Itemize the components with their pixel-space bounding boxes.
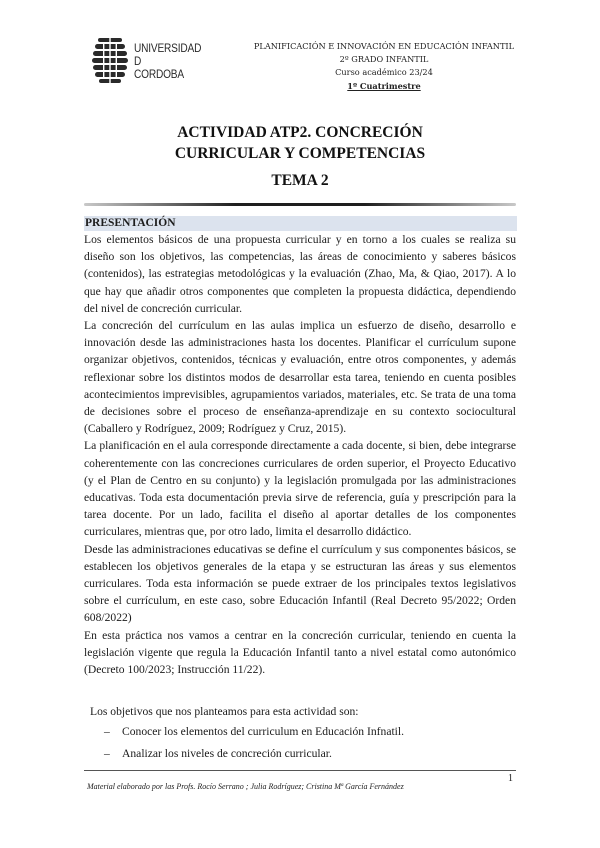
list-item (104, 745, 404, 767)
objectives-intro: Los objetivos que nos planteamos para esta actividad son: (90, 705, 359, 718)
course-grade: 2º GRADO INFANTIL (339, 54, 429, 65)
footer-credits: Material elaborado por las Profs. Rocío Serrano ; Julia Rodríguez; Cristina Mª García Fernández (87, 782, 404, 791)
objective-text: Conocer los elementos del curriculum en Educación Infnatil. (122, 725, 405, 738)
topic-title: TEMA 2 (271, 172, 329, 189)
activity-title-line-1: ACTIVIDAD ATP2. CONCRECIÓN (177, 124, 423, 141)
bullet-dash: – (104, 725, 110, 738)
objectives-list (104, 723, 404, 767)
activity-title (0, 122, 600, 164)
course-header (234, 40, 534, 93)
paragraph: Desde las administraciones educativas se define el currículum y sus componentes básicos, se establecen los objetivos generales de la etapa y se estructuran las áreas y sus elementos curriculares. Toda esta información se puede extraer de los principales textos legislativos sobre el currículum, en este caso, sobre Educación Infantil (Real Decreto 95/2022; Orden 608/2022) (84, 542, 516, 625)
logo-line-2: D (134, 56, 142, 68)
logo-line-1: UNIVERSIDAD (134, 43, 202, 55)
term: 1º Cuatrimestre (347, 80, 421, 91)
university-name (134, 43, 201, 82)
footer-divider (84, 770, 516, 771)
title-divider (84, 203, 516, 206)
paragraph: En esta práctica nos vamos a centrar en la concreción curricular, teniendo en cuenta la legislación vigente que regula la Educación Infantil tanto a nivel estatal como autonómico (Decreto 100/2023; Instrucción 11/22). (84, 628, 516, 677)
university-crest-icon (92, 38, 128, 84)
section-heading: PRESENTACIÓN (84, 216, 517, 231)
paragraph: La concreción del currículum en las aulas implica un esfuerzo de diseño, desarrollo e innovación desde las administraciones hasta los docentes. Planificar el currículum supone organizar objetivos, contenidos, técnicas y evaluación, entre otros componentes, y además reflexionar sobre los distintos modos de desarrollar esta tarea, teniendo en cuenta posibles acontecimientos imprevisibles, agrupamientos variados, materiales, etc. Se trata de una toma de decisiones sobre el proceso de enseñanza-aprendizaje en su contexto sociocultural (Caballero y Rodríguez, 2009; Rodríguez y Cruz, 2015). (84, 319, 516, 436)
course-title: PLANIFICACIÓN E INNOVACIÓN EN EDUCACIÓN INFANTIL (253, 41, 515, 51)
objective-text: Analizar los niveles de concreción curricular. (122, 747, 332, 760)
list-item (104, 723, 404, 745)
paragraph: Los elementos básicos de una propuesta curricular y en torno a los cuales se realiza su diseño son los objetivos, las competencias, las áreas de conocimiento y saberes básicos (contenidos), las estrategias metodológicas y la evaluación (Zhao, Ma, & Qiao, 2017). A lo que hay que añadir otros componentes que completen la propuesta didáctica, dependiendo del nivel de concreción curricular. (84, 233, 516, 315)
paragraph: La planificación en el aula corresponde directamente a cada docente, si bien, debe integrarse coherentemente con las concreciones curriculares de orden superior, el Proyecto Educativo (y el Plan de Centro en su conjunto) y la legislación promulgada por las administraciones educativas. Toda esta documentación previa sirve de referencia, guía y prescripción para la tarea docente. Por un lado, facilita el diseño al aportar detalles de los componentes curriculares, mientras que, por otro lado, limita el desarrollo didáctico. (84, 439, 516, 539)
section-body (84, 231, 516, 678)
academic-year: Curso académico 23/24 (335, 67, 433, 78)
university-logo (92, 38, 222, 88)
bullet-dash: – (104, 747, 110, 760)
activity-title-line-2: CURRICULAR Y COMPETENCIAS (174, 145, 426, 162)
logo-line-3: CORDOBA (134, 69, 184, 81)
page-number: 1 (508, 773, 513, 784)
